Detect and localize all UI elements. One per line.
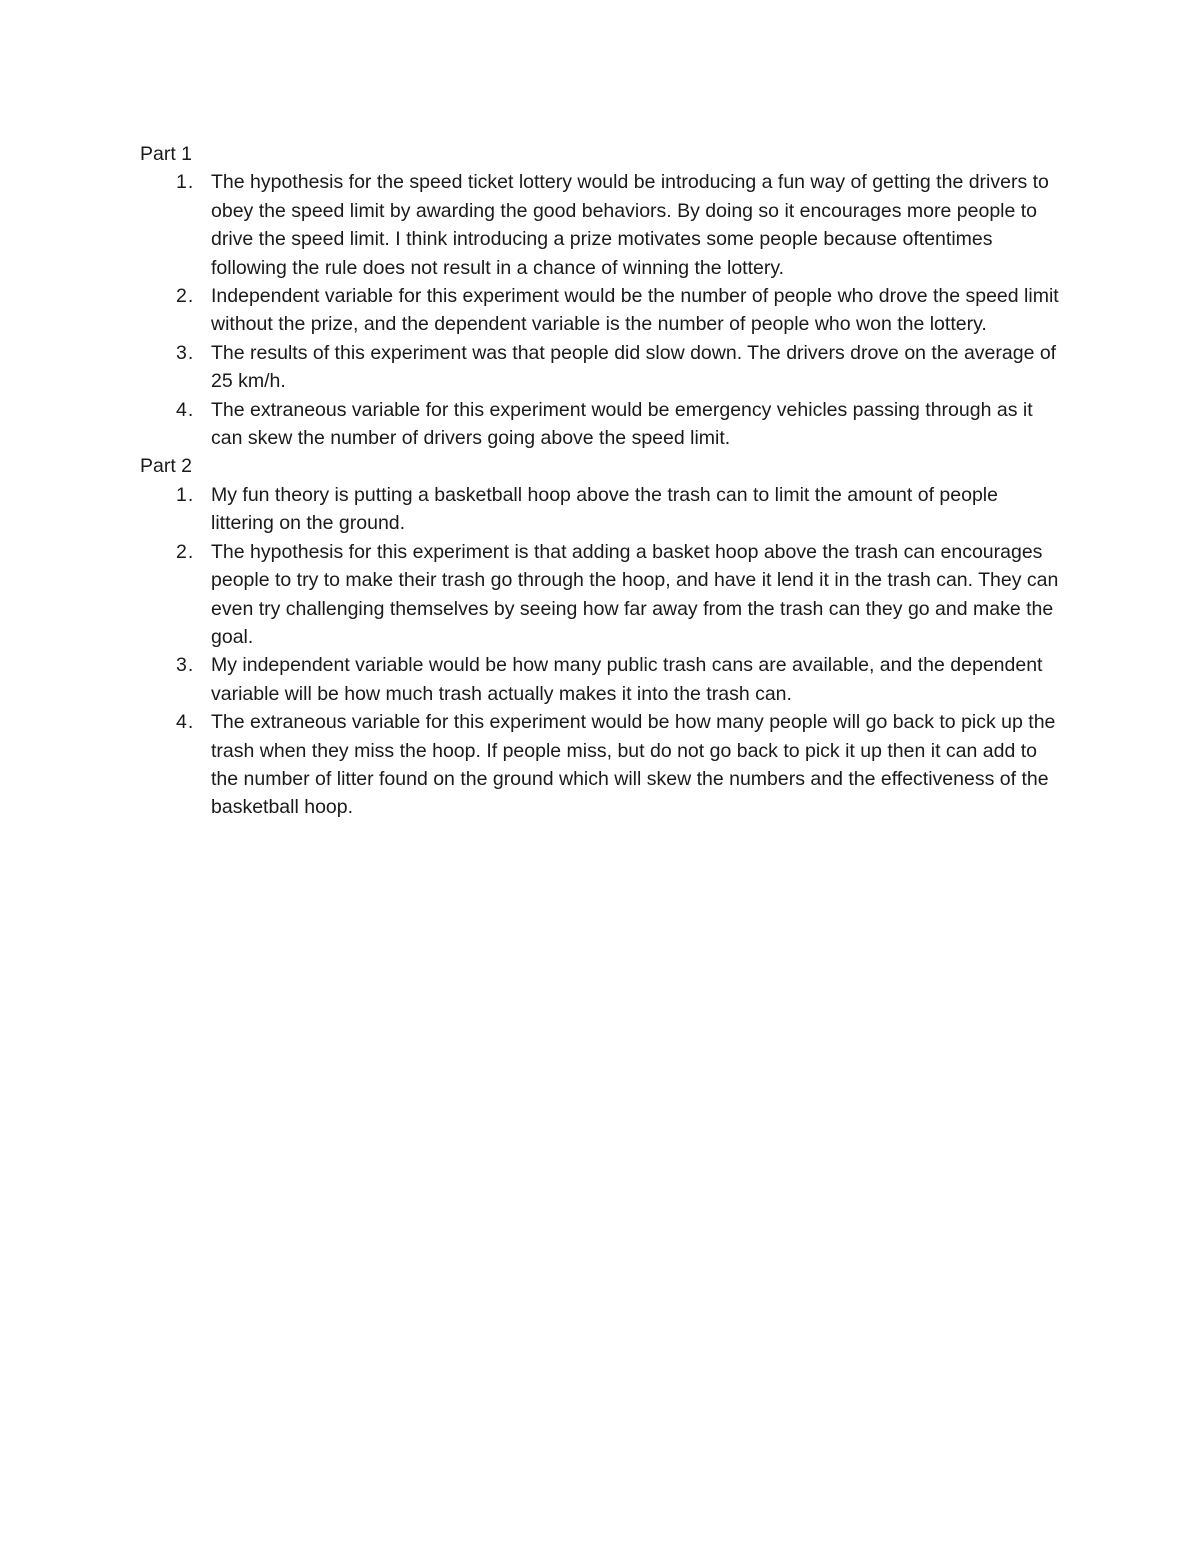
list-item <box>140 708 1060 822</box>
part-1-list <box>140 168 1060 452</box>
list-item-text: The results of this experiment was that people did slow down. The drivers drove on the average of 25 km/h. <box>211 341 1057 393</box>
part-1-heading: Part 1 <box>140 143 193 165</box>
list-item <box>140 481 1060 538</box>
list-item-text: The extraneous variable for this experiment would be emergency vehicles passing through as it can skew the number of drivers going above the speed limit. <box>211 398 1033 450</box>
list-item-text: My independent variable would be how many public trash cans are available, and the dependent variable will be how much trash actually makes it into the trash can. <box>211 654 1043 705</box>
list-item-number: 2. <box>176 285 195 308</box>
part-2-section <box>140 452 1060 821</box>
list-item-number: 4. <box>176 711 195 734</box>
list-item-text: My fun theory is putting a basketball hoop above the trash can to limit the amount of people littering on the ground. <box>211 483 998 535</box>
part-2-list <box>140 481 1060 822</box>
list-item <box>140 339 1060 396</box>
part-1-section <box>140 140 1060 452</box>
list-item <box>140 168 1060 282</box>
list-item-text: The extraneous variable for this experiment would be how many people will go back to pick up the trash when they miss the hoop. If people miss, but do not go back to pick it up then it can add to the number of litter found on the ground which will skew the numbers and the effectiveness of the basketball hoop. <box>211 711 1056 819</box>
list-item-number: 4. <box>176 398 195 421</box>
list-item-text: The hypothesis for this experiment is that adding a basket hoop above the trash can encourages people to try to make their trash go through the hoop, and have it lend it in the trash can. They can even try challenging themselves by seeing how far away from the trash can they go and make the goal. <box>211 540 1059 648</box>
list-item-number: 1. <box>176 171 195 194</box>
list-item-text: The hypothesis for the speed ticket lottery would be introducing a fun way of getting the drivers to obey the speed limit by awarding the good behaviors. By doing so it encourages more people to drive the speed limit. I think introducing a prize motivates some people because oftentimes following the rule does not result in a chance of winning the lottery. <box>211 171 1049 279</box>
part-2-heading: Part 2 <box>140 455 193 478</box>
list-item-text: Independent variable for this experiment would be the number of people who drove the speed limit without the prize, and the dependent variable is the number of people who won the lottery. <box>211 285 1059 336</box>
list-item-number: 3. <box>176 654 195 677</box>
list-item <box>140 282 1060 339</box>
document-body <box>140 140 1060 822</box>
list-item <box>140 538 1060 652</box>
list-item-number: 1. <box>176 483 195 506</box>
list-item <box>140 396 1060 453</box>
list-item-number: 2. <box>176 540 195 563</box>
list-item <box>140 651 1060 708</box>
list-item-number: 3. <box>176 341 195 364</box>
